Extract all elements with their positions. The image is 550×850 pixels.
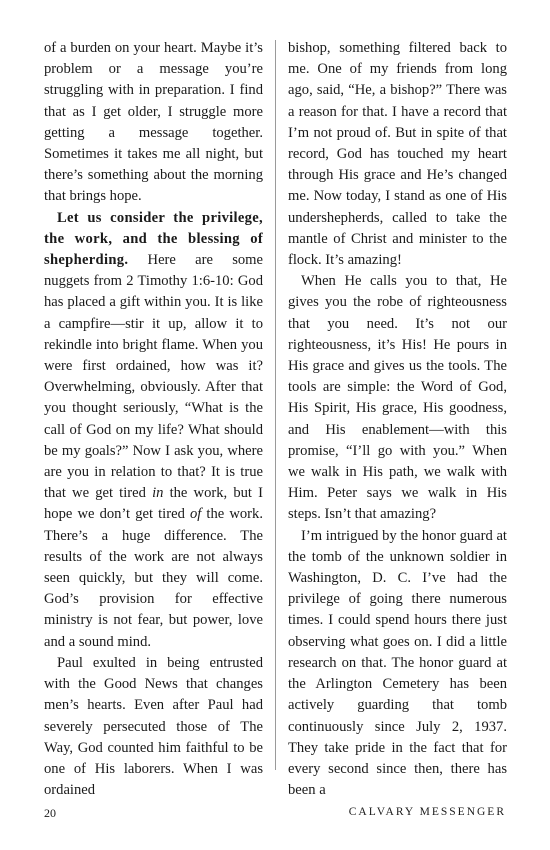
column-divider <box>275 40 276 770</box>
paragraph: Paul exulted in being entrusted with the Good News that changes men’s hearts. Even after Paul had severely persecuted those of The Way, God counted him faithful to be one of His laborers. When I was ordained <box>44 654 263 799</box>
paragraph: of a burden on your heart. Maybe it’s problem or a message you’re struggling with in preparation. I find that as I get older, I struggle more getting a message together. Sometimes it takes me all night, but there’s something about the morning that brings hope. <box>44 40 263 205</box>
paragraph: I’m intrigued by the honor guard at the tomb of the unknown soldier in Washington, D. C. I’ve had the privilege of going there numerous times. I could spend hours there just observing what goes on. I did a little research on that. The honor guard at the Arlington Cemetery has been actively guarding that tomb continuously since July 2, 1937. They take pride in the fact that for every second since then, there has been a <box>288 527 507 799</box>
emphasis: in <box>152 485 164 502</box>
paragraph: When He calls you to that, He gives you the robe of righteousness that you need. It’s not our righteousness, it’s His! He pours in His grace and gives us the tools. The tools are simple: the Word of God, His Spirit, His grace, His goodness, and His enablement—with this promise, “I’ll go with you.” When we walk in His path, we walk with Him. Peter says we walk in His steps. Isn’t that amazing? <box>288 273 507 523</box>
right-column <box>288 38 507 801</box>
paragraph-text: Here are some nuggets from 2 Timothy 1:6-10: God has placed a gift within you. It is like a campfire—stir it up, allow it to rekindle into bright flame. When you were first ordained, how was it? Overwhelming, obviously. After that you thought seriously, “What is the call of God on my life? What should be my goals?” Now I ask you, where are you in relation to that? It is true that we get tired <box>44 252 263 502</box>
paragraph-text: the work, but I hope we don’t get tired <box>44 485 263 523</box>
paragraph <box>44 208 263 653</box>
left-column <box>44 38 263 801</box>
paragraph: bishop, something filtered back to me. One of my friends from long ago, said, “He, a bishop?” There was a reason for that. I have a record that I’m not proud of. But in spite of that record, God has touched my heart through His grace and He’s changed me. Now today, I stand as one of His undershepherds, called to take the mantle of Christ and minister to the flock. It’s amazing! <box>288 40 507 269</box>
running-head: CALVARY MESSENGER <box>348 806 506 818</box>
emphasis: of <box>189 506 202 523</box>
bold-lead-in: Let us consider the privilege, the work, and the blessing of shepherding. <box>44 209 263 269</box>
page-number: 20 <box>44 806 56 820</box>
paragraph-text: the work. There’s a huge difference. The results of the work are not always seen quickly, but they will come. God’s provision for effective ministry is not fear, but power, love and a sound mind. <box>44 506 263 650</box>
